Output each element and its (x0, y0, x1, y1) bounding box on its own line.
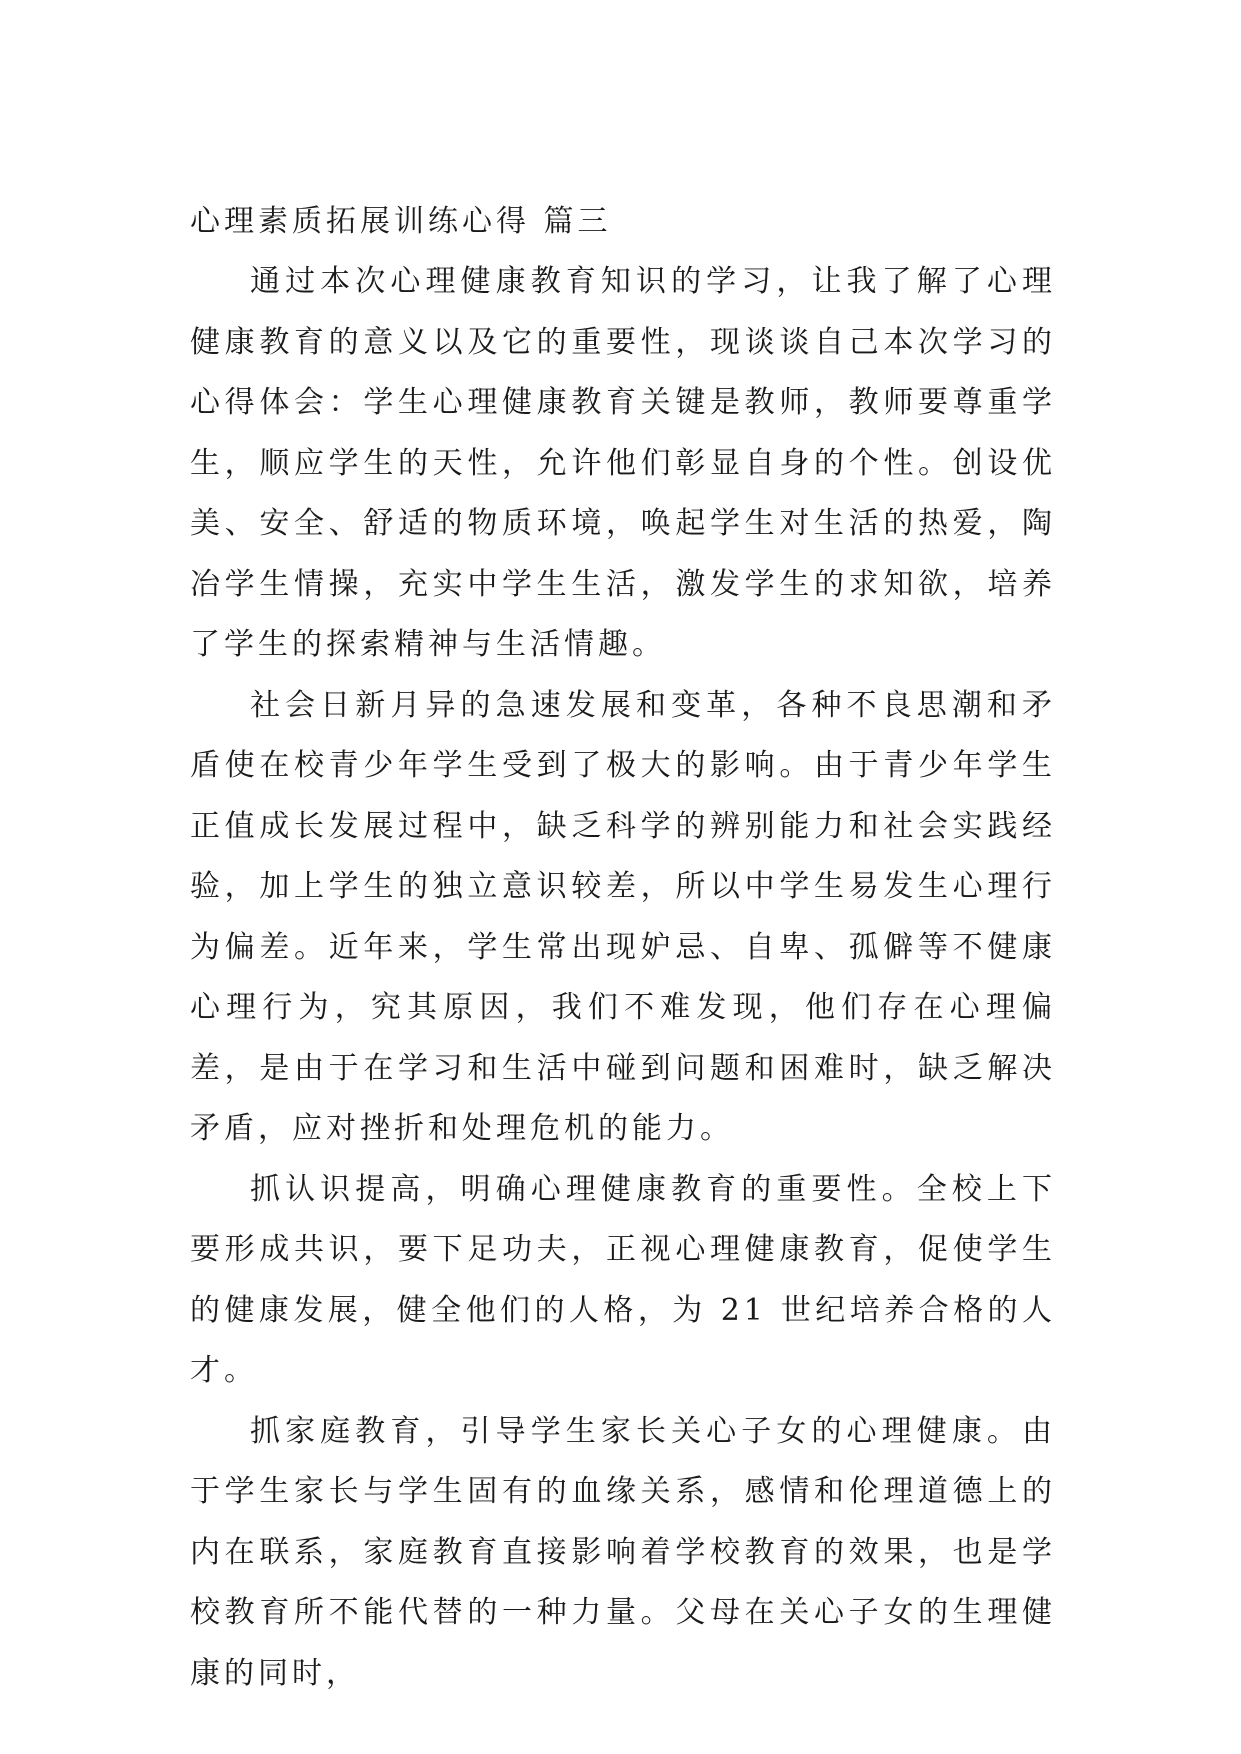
paragraph-3: 抓认识提高，明确心理健康教育的重要性。全校上下要形成共识，要下足功夫，正视心理健康教育，促使学生的健康发展，健全他们的人格，为 21 世纪培养合格的人才。 (190, 1171, 1056, 1388)
document-body (190, 192, 1056, 1704)
paragraph-1: 通过本次心理健康教育知识的学习，让我了解了心理健康教育的意义以及它的重要性，现谈谈自己本次学习的心得体会：学生心理健康教育关键是教师，教师要尊重学生，顺应学生的天性，允许他们彰显自身的个性。创设优美、安全、舒适的物质环境，唤起学生对生活的热爱，陶冶学生情操，充实中学生生活，激发学生的求知欲，培养了学生的探索精神与生活情趣。 (190, 264, 1056, 662)
paragraph-2: 社会日新月异的急速发展和变革，各种不良思潮和矛盾使在校青少年学生受到了极大的影响。由于青少年学生正值成长发展过程中，缺乏科学的辨别能力和社会实践经验，加上学生的独立意识较差，所以中学生易发生心理行为偏差。近年来，学生常出现妒忌、自卑、孤僻等不健康心理行为，究其原因，我们不难发现，他们存在心理偏差，是由于在学习和生活中碰到问题和困难时，缺乏解决矛盾，应对挫折和处理危机的能力。 (190, 687, 1056, 1146)
document-title: 心理素质拓展训练心得 篇三 (190, 204, 612, 239)
paragraph-4: 抓家庭教育，引导学生家长关心子女的心理健康。由于学生家长与学生固有的血缘关系，感情和伦理道德上的内在联系，家庭教育直接影响着学校教育的效果，也是学校教育所不能代替的一种力量。父母在关心子女的生理健康的同时， (190, 1413, 1056, 1691)
